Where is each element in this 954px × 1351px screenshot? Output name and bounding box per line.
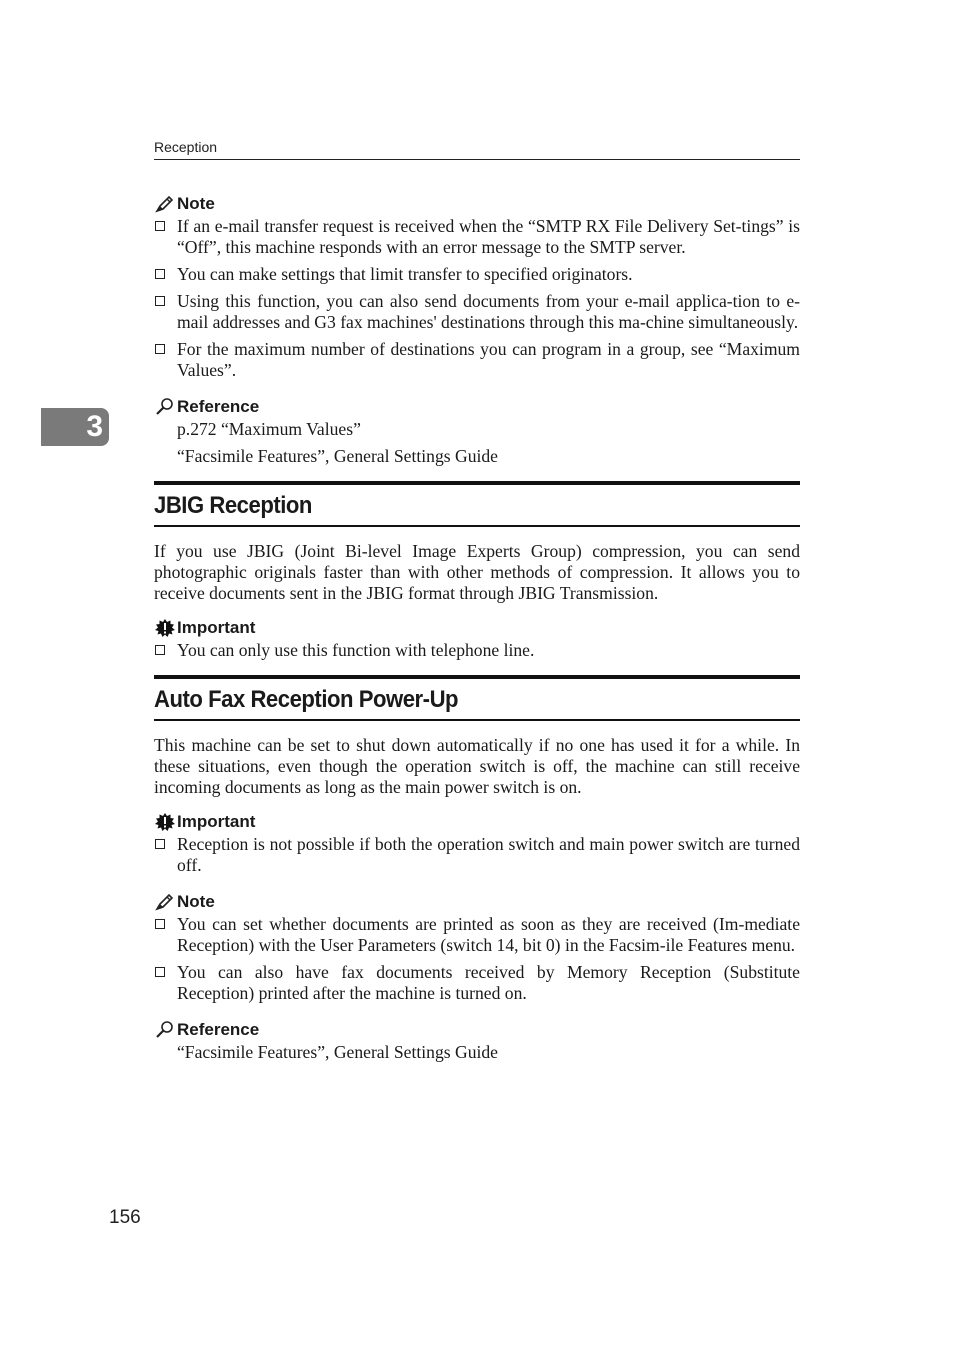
important-list — [154, 640, 800, 661]
list-item: For the maximum number of destinations you can program in a group, see “Maximum Values”. — [154, 339, 800, 381]
list-item: Using this function, you can also send documents from your e-mail applica-tion to e-mail addresses and G3 fax machines' destinations through this ma-chine simultaneously. — [154, 291, 800, 333]
checkbox-bullet-icon — [155, 296, 165, 306]
pencil-icon — [154, 194, 176, 214]
section-body: If you use JBIG (Joint Bi-level Image Experts Group) compression, you can send photographic originals faster than with other methods of compression. It allows you to receive documents sent in the JBIG format through JBIG Transmission. — [154, 541, 800, 603]
magnifier-icon — [154, 397, 176, 417]
section-header-auto-fax — [154, 675, 800, 721]
section-body: This machine can be set to shut down automatically if no one has used it for a while. In these situations, even though the operation switch is off, the machine can still receive incoming documents as long as the main power switch is on. — [154, 735, 800, 797]
running-header: Reception — [154, 139, 218, 155]
reference-heading — [154, 1018, 800, 1042]
reference-label: Reference — [177, 397, 260, 416]
checkbox-bullet-icon — [155, 221, 165, 231]
checkbox-bullet-icon — [155, 645, 165, 655]
reference-line: “Facsimile Features”, General Settings Guide — [177, 446, 498, 466]
important-label: Important — [177, 618, 256, 637]
note-label: Note — [177, 892, 215, 911]
note-label: Note — [177, 194, 215, 213]
section-title: Auto Fax Reception Power-Up — [154, 686, 459, 713]
chapter-tab: 3 — [41, 408, 109, 446]
reference-label: Reference — [177, 1020, 260, 1039]
section-title: JBIG Reception — [154, 492, 312, 519]
important-heading — [154, 810, 800, 834]
important-icon — [154, 812, 176, 832]
checkbox-bullet-icon — [155, 967, 165, 977]
important-label: Important — [177, 812, 256, 831]
list-item: If an e-mail transfer request is received when the “SMTP RX File Delivery Set-tings” is “Off”, this machine responds with an error message to the SMTP server. — [154, 216, 800, 258]
list-item: Reception is not possible if both the operation switch and main power switch are turned off. — [154, 834, 800, 876]
note-heading — [154, 890, 800, 914]
important-heading — [154, 616, 800, 640]
list-item: You can set whether documents are printed as soon as they are received (Im-mediate Reception) with the User Parameters (switch 14, bit 0) in the Facsim-ile Features menu. — [154, 914, 800, 956]
list-item: You can also have fax documents received by Memory Reception (Substitute Reception) printed after the machine is turned on. — [154, 962, 800, 1004]
reference-heading — [154, 395, 800, 419]
note-list — [154, 216, 800, 381]
checkbox-bullet-icon — [155, 919, 165, 929]
important-list — [154, 834, 800, 876]
checkbox-bullet-icon — [155, 269, 165, 279]
header-rule — [154, 159, 800, 160]
magnifier-icon — [154, 1020, 176, 1040]
important-icon — [154, 618, 176, 638]
reference-line: “Facsimile Features”, General Settings Guide — [177, 1042, 498, 1062]
note-list — [154, 914, 800, 1004]
reference-link[interactable]: p.272 “Maximum Values” — [177, 419, 361, 439]
page-number: 156 — [109, 1207, 141, 1228]
note-heading — [154, 192, 800, 216]
checkbox-bullet-icon — [155, 839, 165, 849]
page-content — [154, 192, 800, 1069]
checkbox-bullet-icon — [155, 344, 165, 354]
pencil-icon — [154, 892, 176, 912]
list-item: You can make settings that limit transfer to specified originators. — [154, 264, 800, 285]
section-header-jbig — [154, 481, 800, 527]
list-item: You can only use this function with telephone line. — [154, 640, 800, 661]
